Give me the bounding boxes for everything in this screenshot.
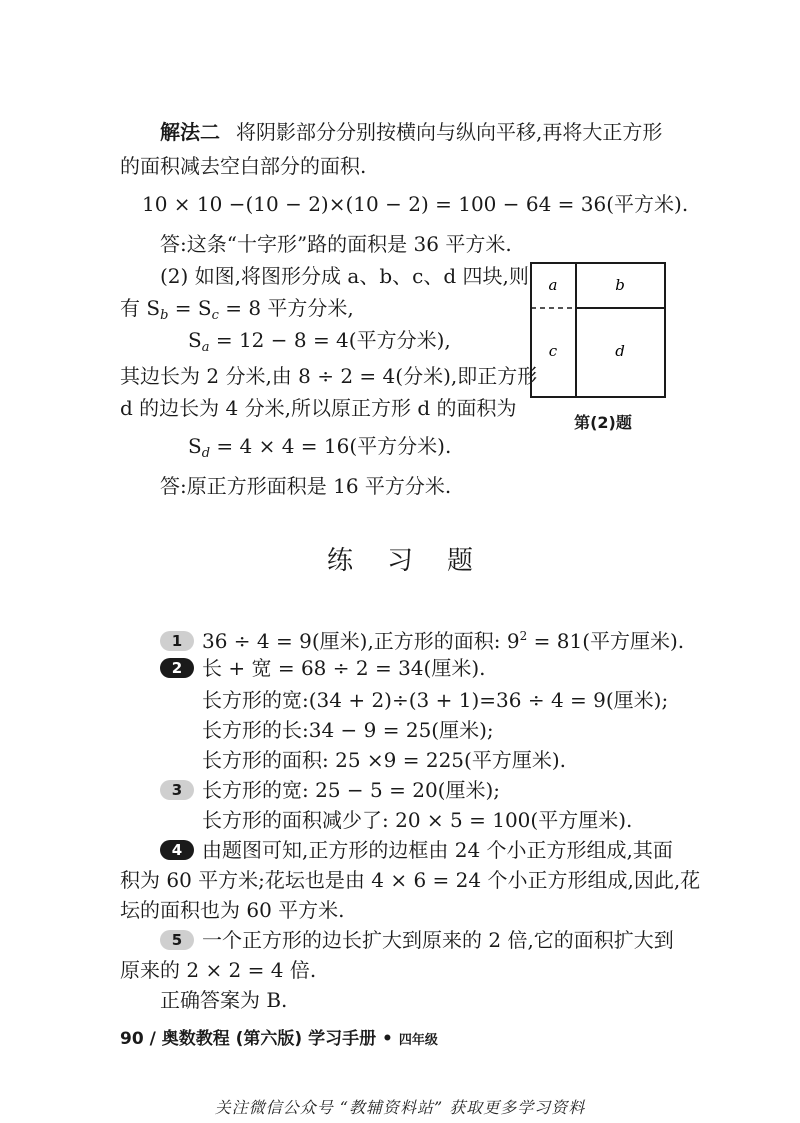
exercise-2	[160, 654, 485, 682]
part2-line2-post: = 8 平方分米,	[218, 296, 354, 320]
part2-line5: d 的边长为 4 分米,所以原正方形 d 的面积为	[120, 396, 517, 420]
exercise-5-line2: 原来的 2 × 2 = 4 倍.	[120, 958, 317, 982]
method2-label: 解法二	[160, 120, 220, 144]
part2-answer: 答:原正方形面积是 16 平方分米.	[160, 474, 452, 498]
method2-answer: 答:这条“十字形”路的面积是 36 平方米.	[160, 232, 512, 256]
part2-line6	[188, 432, 451, 468]
exercise-3-number: 3	[160, 780, 194, 800]
exercise-2-line2: 长方形的宽:(34 + 2)÷(3 + 1)=36 ÷ 4 = 9(厘米);	[202, 688, 669, 712]
exercise-4-line3: 坛的面积也为 60 平方米.	[120, 898, 345, 922]
watermark-text: 关注微信公众号 “教辅资料站” 获取更多学习资料	[214, 1098, 586, 1117]
exercise-3-line2: 长方形的面积减少了: 20 × 5 = 100(平方厘米).	[202, 808, 633, 832]
grade-label: 四年级	[398, 1033, 438, 1048]
exercise-3-line1: 长方形的宽: 25 − 5 = 20(厘米);	[202, 778, 501, 802]
exercise-1-text-post: = 81(平方厘米).	[527, 629, 685, 653]
part2-line6-sub: d	[201, 446, 211, 461]
label-d: d	[615, 342, 625, 360]
exercise-2-number: 2	[160, 658, 194, 678]
label-c: c	[548, 342, 558, 360]
figure-caption: 第(2)题	[574, 413, 632, 432]
part2-line6-post: = 4 × 4 = 16(平方分米).	[210, 434, 452, 458]
label-a: a	[548, 276, 558, 294]
exercise-5-number: 5	[160, 930, 194, 950]
exercise-5-line1: 一个正方形的边长扩大到原来的 2 倍,它的面积扩大到	[202, 928, 674, 952]
exercise-2-line4: 长方形的面积: 25 ×9 = 225(平方厘米).	[202, 748, 566, 772]
exercise-4	[160, 836, 673, 864]
part2-line2-sub2: c	[211, 308, 219, 323]
part2-line2-sub1: b	[160, 308, 169, 323]
exercise-2-line1: 长 + 宽 = 68 ÷ 2 = 34(厘米).	[202, 656, 486, 680]
label-b: b	[615, 276, 625, 294]
exercise-3	[160, 776, 500, 804]
part2-line2	[120, 294, 354, 330]
exercise-1-sup: 2	[519, 629, 528, 643]
exercise-4-line2: 积为 60 平方米;花坛也是由 4 × 6 = 24 个小正方形组成,因此,花	[120, 868, 701, 892]
part2-line2-mid: = S	[168, 296, 212, 320]
exercise-2-line3: 长方形的长:34 − 9 = 25(厘米);	[202, 718, 494, 742]
part2-line3-sub: a	[201, 340, 210, 355]
method2-equation: 10 × 10 −(10 − 2)×(10 − 2) = 100 − 64 = 36(平方米).	[142, 192, 689, 216]
method2-line2: 的面积减去空白部分的面积.	[120, 154, 367, 178]
book-title: / 奥数教程 (第六版) 学习手册 •	[149, 1029, 393, 1049]
part2-line6-pre: S	[188, 434, 202, 458]
exercise-4-number: 4	[160, 840, 194, 860]
part2-line1: (2) 如图,将图形分成 a、b、c、d 四块,则	[160, 264, 529, 288]
part2-line3-pre: S	[188, 328, 202, 352]
part2-line2-pre: 有 S	[120, 296, 161, 320]
method2-text1: 将阴影部分分别按横向与纵向平移,再将大正方形	[236, 120, 663, 144]
exercises-heading: 练习题	[326, 546, 507, 576]
part2-line4: 其边长为 2 分米,由 8 ÷ 2 = 4(分米),即正方形	[120, 364, 538, 388]
exercise-5	[160, 926, 674, 954]
exercise-5-line3: 正确答案为 B.	[160, 988, 288, 1012]
method2-line1	[160, 118, 662, 146]
exercise-1	[160, 622, 684, 655]
page-footer	[120, 1024, 438, 1049]
part2-line3-post: = 12 − 8 = 4(平方分米),	[209, 328, 451, 352]
part2-line3	[188, 326, 451, 362]
exercise-1-number: 1	[160, 631, 194, 651]
exercise-4-line1: 由题图可知,正方形的边框由 24 个小正方形组成,其面	[202, 838, 673, 862]
square-division-figure	[530, 262, 670, 402]
page-number: 90	[120, 1029, 144, 1049]
exercise-1-text-pre: 36 ÷ 4 = 9(厘米),正方形的面积: 9	[202, 629, 520, 653]
